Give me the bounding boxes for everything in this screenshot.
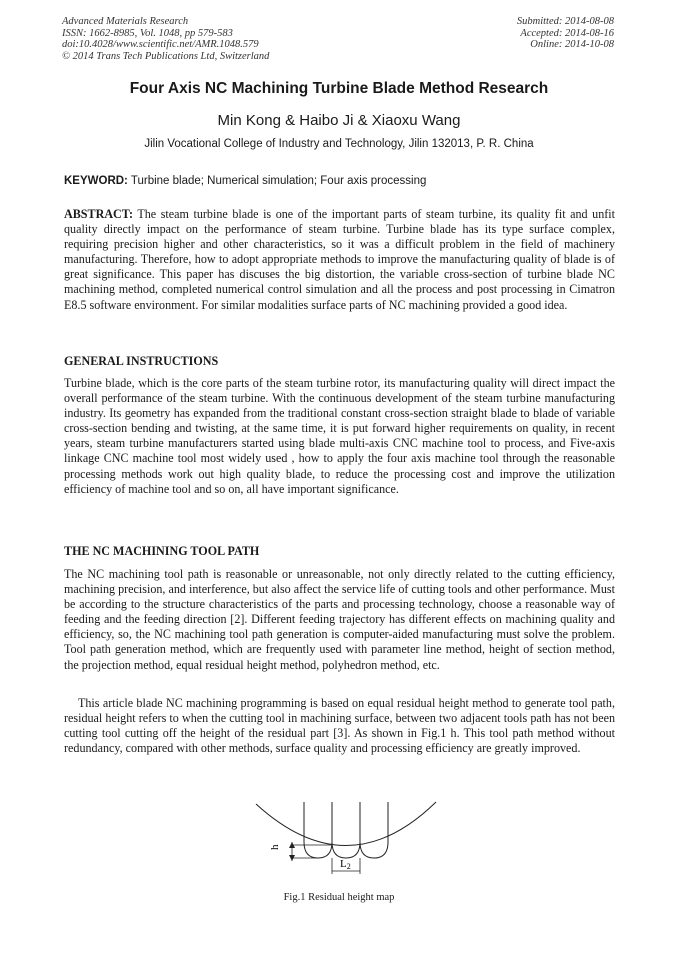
- residual-height-figure: [248, 798, 438, 878]
- issn-line: ISSN: 1662-8985, Vol. 1048, pp 579-583: [62, 27, 233, 39]
- author-affiliation: Jilin Vocational College of Industry and Technology, Jilin 132013, P. R. China: [144, 138, 534, 150]
- online-date: Online: 2014-10-08: [530, 39, 614, 50]
- paragraph-tool-path-1: The NC machining tool path is reasonable or unreasonable, not only directly related to the cutting efficiency, machining precision, and interference, but also affect the service life of cutting tools and other performance. Must be according to the structure characteristics of the parts and processing technology, choose a reasonable way of feeding and the feeding direction [2]. Different feeding trajectory has different effects on machining quality and efficiency, so, the NC machining tool path generation is computer-aided manufacturing must solve the problem. Tool path generation method, which are frequently used with parameter line method, height of section method, the projection method, equal residual height method, polyhedron method, etc.: [64, 567, 615, 672]
- keyword-text: Turbine blade; Numerical simulation; Four axis processing: [127, 175, 427, 187]
- keywords: [64, 175, 616, 187]
- doi-line: doi:10.4028/www.scientific.net/AMR.1048.579: [62, 39, 259, 50]
- figure-caption: Fig.1 Residual height map: [283, 892, 395, 903]
- paper-authors: Min Kong & Haibo Ji & Xiaoxu Wang: [217, 112, 461, 129]
- submitted-date: Submitted: 2014-08-08: [516, 16, 614, 27]
- paper-title: Four Axis NC Machining Turbine Blade Method Research: [129, 80, 549, 97]
- workpiece-arc: [256, 802, 436, 846]
- paragraph-general-instructions: Turbine blade, which is the core parts of the steam turbine rotor, its manufacturing quality will direct impact the overall performance of the steam turbine. With the continuous development of the steam turbine manufacturing industry. Its geometry has expanded from the traditional constant cross-section straight blade to blade of variable cross-section bending and twisting, at the same time, it is put forward higher requirements on quality, in recent years, steam turbine manufacturers started using blade multi-axis CNC machine tool to process, and Five-axis linkage CNC machine tool most widely used , how to apply the four axis machine tool through the reasonable processing methods work out high quality blade, to reduce the processing cost and improve the utilization efficiency of machine tool and so on, all have important significance.: [64, 376, 615, 496]
- journal-name: Advanced Materials Research: [62, 16, 189, 27]
- section-heading-general: GENERAL INSTRUCTIONS: [64, 354, 219, 368]
- paragraph-tool-path-2: This article blade NC machining programming is based on equal residual height method to generate tool path, residual height refers to when the cutting tool in machining surface, between two adjacent tools path has not been cutting tool cutting off the height of the residual part [3]. As shown in Fig.1 h. This tool path method without redundancy, compared with other methods, surface quality and processing efficiency are greatly improved.: [64, 696, 615, 756]
- label-l2: L2: [340, 858, 351, 871]
- label-h: h: [269, 844, 281, 850]
- tool-profile-1: [304, 802, 332, 858]
- abstract: [64, 207, 615, 313]
- abstract-text: The steam turbine blade is one of the important parts of steam turbine, its quality fit and unfit quality directly impact on the performance of steam turbine. Turbine blade has its type surface complex, requiring precision higher and other characteristics, so it was a difficult problem in the field of machinery manufacturing. Therefore, how to adopt appropriate methods to improve the manufacturing quality of blade is of great significance. This paper has discuses the big distortion, the variable cross-section of turbine blade NC machining method, completed numerical control simulation and all the process and post processing in Cimatron E8.5 software environment. For similar modalities surface parts of NC machining provided a good idea.: [64, 207, 615, 312]
- journal-info: [62, 16, 269, 62]
- section-heading-tool-path: THE NC MACHINING TOOL PATH: [64, 544, 260, 558]
- tool-profile-3: [360, 802, 388, 858]
- accepted-date: Accepted: 2014-08-16: [520, 27, 614, 39]
- abstract-label: ABSTRACT:: [64, 207, 133, 221]
- submission-dates: [517, 16, 614, 51]
- tool-profile-2: [332, 802, 360, 858]
- copyright-line: © 2014 Trans Tech Publications Ltd, Switzerland: [62, 50, 270, 62]
- keyword-label: KEYWORD:: [64, 175, 128, 187]
